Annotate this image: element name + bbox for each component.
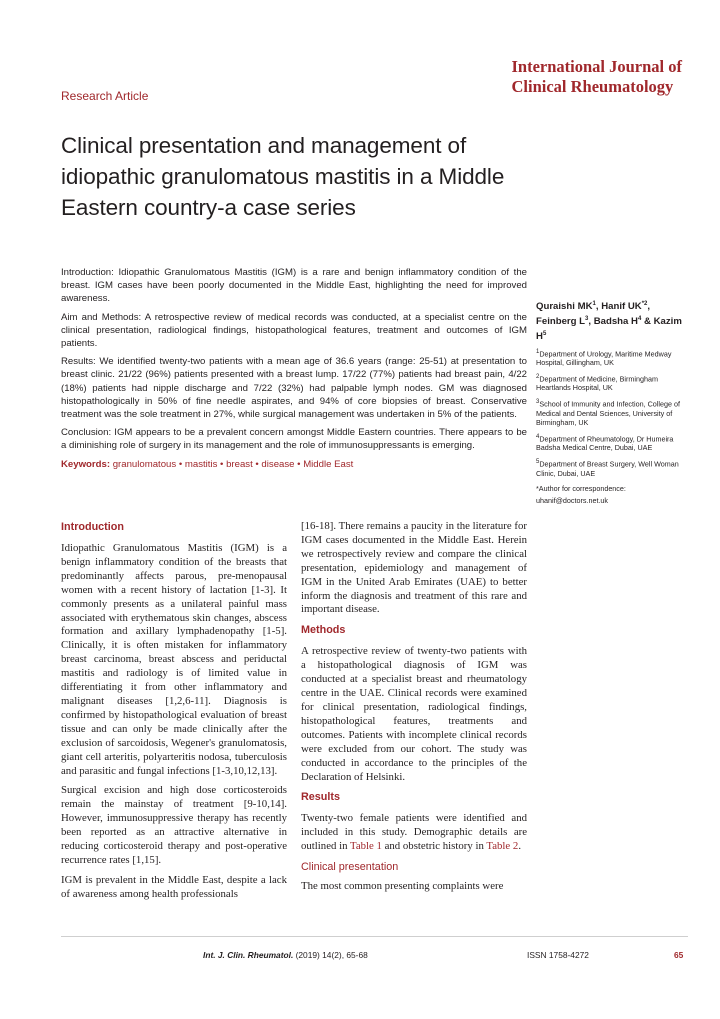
page-number: 65	[674, 950, 684, 960]
footer-journal-abbrev: Int. J. Clin. Rheumatol.	[203, 950, 294, 960]
introduction-continuation: [16-18]. There remains a paucity in the literature for IGM cases documented in the Middle East. Herein we retrospectively review and compare the clinical presentation, epidemiology and management of IGM in the United Arab Emirates (UAE) to better inform the diagnosis and treatment of this rare and important disease.	[301, 520, 527, 616]
footer-issn: ISSN 1758-4272	[527, 950, 589, 960]
results-paragraph: Twenty-two female patients were identified and included in this study. Demographic details are outlined in Table 1 and obstetric history in Table 2.	[301, 812, 527, 853]
keywords	[61, 458, 527, 471]
introduction-paragraph-1: Idiopathic Granulomatous Mastitis (IGM) is a benign inflammatory condition of the breasts that predominantly affects parous, pre-menopausal women with a recent history of lactation [1-3]. It commonly presents as a unilateral painful mass associated with erythematous skin changes, abscess formation and axillary lymphadenopathy [1-5]. Clinically, it is often mistaken for inflammatory breast carcinoma, breast abscess and periductal mastitis and radiology is of limited value in differentiating it from other inflammatory and malignant diseases [1,2,6-11]. Diagnosis is confirmed by histopathological evaluation of breast tissue and can only be made clinically after the exclusion of sarcoidosis, Wegener's granulomatosis, giant cell arteritis, polyarteritis nodosa, tuberculosis and parasitic and fungal infections [1-3,10,12,13].	[61, 542, 287, 777]
abstract-conclusion: Conclusion: IGM appears to be a prevalent concern amongst Middle Eastern countries. There appears to be a diminishing role of surgery in its management and the role of immunosuppressants is emerging.	[61, 427, 527, 452]
keywords-list: granulomatous • mastitis • breast • disease • Middle East	[112, 458, 354, 470]
introduction-paragraph-2: Surgical excision and high dose corticosteroids remain the mainstay of treatment [9-10,14]. However, immunosuppressive therapy has recently been reported as an attractive alternative in reducing corticosteroid therapy and post-operative recurrence rates [1,15].	[61, 784, 287, 866]
keywords-label: Keywords:	[61, 458, 111, 470]
abstract-results: Results: We identified twenty-two patients with a mean age of 36.6 years (range: 25-51) at presentation to breast clinic. 21/22 (96%) patients presented with a breast lump. 17/22 (77%) patients had breast pain, 4/22 (18%) patients had nipple discharge and 7/22 (32%) had palpable lymph nodes. GM was diagnosed histopathologically in 50% of fine needle aspirates, and 94% of core biopsies of breast. Conservative treatment was the sole treatment in 27%, while surgical management was undertaken in 5% of the patients.	[61, 356, 527, 421]
introduction-paragraph-3: IGM is prevalent in the Middle East, despite a lack of awareness among health professionals	[61, 873, 287, 900]
affiliation-4: $^4$Department of Rheumatology, Dr Humeira Badsha Medical Centre, Dubai, UAE	[536, 433, 674, 453]
table-1-link[interactable]: Table 1	[350, 840, 382, 853]
abstract	[61, 266, 527, 476]
methods-paragraph: A retrospective review of twenty-two patients with a histopathological diagnosis of IGM was conducted at a specialist breast and rheumatology centre in the UAE. Clinical records were examined for clinical presentation, radiological findings, histopathological features, treatments and outcomes. Patients with incomplete clinical records were excluded from our cohort. The study was conducted in accordance to the principles of the Declaration of Helsinki.	[301, 645, 527, 783]
results-heading: Results	[301, 791, 341, 804]
introduction-heading: Introduction	[61, 521, 124, 533]
article-title: Clinical presentation and management of idiopathic granulomatous mastitis in a Middle Eastern country-a case series	[61, 133, 505, 220]
abstract-aim-methods: Aim and Methods: A retrospective review of medical records was conducted, at a specialist centre on the clinical presentation, radiological findings, histopathological features, treatment and outcomes of IGM patients.	[61, 311, 527, 350]
affiliation-3: $^3$School of Immunity and Infection, College of Medical and Dental Sciences, University of Birmingham, UK	[536, 399, 680, 427]
author-names: Quraishi $MK^1$, Hanif UK$^{*2}$, Feinberg $L^3$, Badsha $H^4$ & Kazim $H^5$	[536, 301, 682, 343]
journal-name-line2: Clinical Rheumatology	[511, 77, 674, 96]
correspondence-email[interactable]: uhanif@doctors.net.uk	[536, 495, 609, 505]
clinical-presentation-heading: Clinical presentation	[301, 861, 399, 874]
article-type: Research Article	[61, 89, 149, 103]
journal-name-line1: International Journal of	[511, 57, 682, 76]
author-block	[536, 298, 686, 505]
affiliation-2: $^2$Department of Medicine, Birmingham Heartlands Hospital, UK	[536, 373, 658, 393]
methods-heading: Methods	[301, 624, 346, 637]
body-column-right	[301, 520, 527, 900]
journal-name	[511, 57, 682, 97]
affiliation-5: $^5$Department of Breast Surgery, Well Woman Clinic, Dubai, UAE	[536, 459, 679, 478]
clinical-presentation-paragraph: The most common presenting complaints were	[301, 880, 504, 893]
correspondence-label: *Author for correspondence:	[536, 483, 626, 493]
table-2-link[interactable]: Table 2	[486, 840, 519, 853]
abstract-introduction: Introduction: Idiopathic Granulomatous Mastitis (IGM) is a rare and benign inflammatory condition of the breast. IGM cases have been poorly documented in the Middle East, highlighting the need for improved awareness.	[61, 267, 527, 305]
footer-divider	[61, 936, 688, 937]
body-column-left	[61, 520, 287, 908]
affiliation-1: $^1$Department of Urology, Maritime Medway Hospital, Gillingham, UK	[536, 348, 672, 367]
footer-citation: Int. J. Clin. Rheumatol. (2019) 14(2), 65-68	[203, 950, 368, 960]
